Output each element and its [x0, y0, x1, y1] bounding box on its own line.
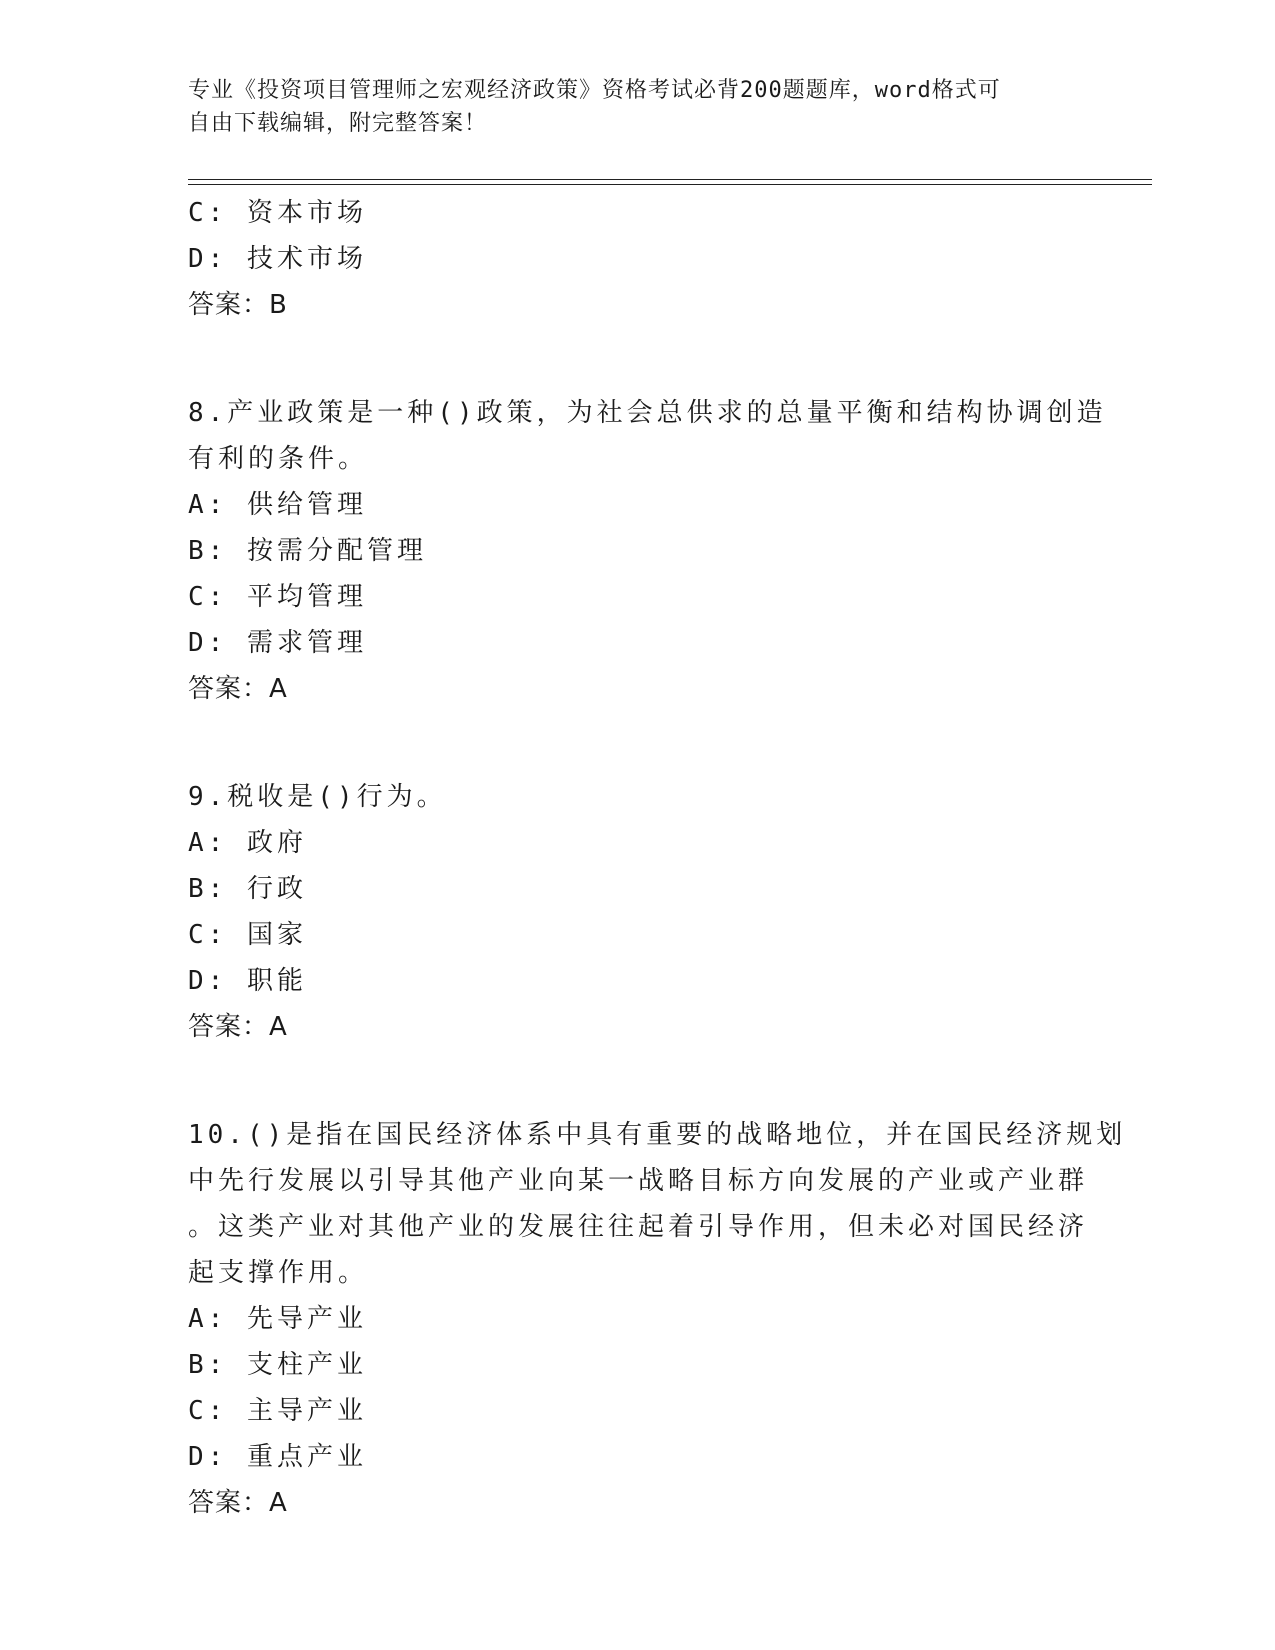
question-text-line: 中先行发展以引导其他产业向某一战略目标方向发展的产业或产业群	[188, 1166, 1089, 1196]
question-text-line: 有利的条件。	[188, 444, 369, 474]
header-divider-top	[188, 179, 1152, 180]
answer: 答案：A	[188, 674, 288, 704]
header-line-1: 专业《投资项目管理师之宏观经济政策》资格考试必背200题题库，word格式可	[188, 78, 1001, 103]
option-d: D: 重点产业	[188, 1442, 367, 1472]
question-text-line: 。这类产业对其他产业的发展往往起着引导作用，但未必对国民经济	[188, 1212, 1089, 1242]
question-7-continuation	[188, 190, 1088, 328]
option-d: D: 需求管理	[188, 628, 367, 658]
option-d: D: 职能	[188, 966, 307, 996]
option-c: C: 主导产业	[188, 1396, 367, 1426]
option-c: C: 资本市场	[188, 198, 367, 228]
option-b: B: 支柱产业	[188, 1350, 367, 1380]
option-b: B: 按需分配管理	[188, 536, 427, 566]
option-a: A: 供给管理	[188, 490, 367, 520]
question-text-line: 10.()是指在国民经济体系中具有重要的战略地位，并在国民经济规划	[188, 1120, 1127, 1150]
document-header	[188, 74, 1088, 140]
option-a: A: 政府	[188, 828, 307, 858]
question-list	[188, 190, 1127, 1526]
option-a: A: 先导产业	[188, 1304, 367, 1334]
header-line-2: 自由下载编辑，附完整答案！	[188, 111, 488, 136]
question-text-line: 8.产业政策是一种()政策，为社会总供求的总量平衡和结构协调创造	[188, 398, 1107, 428]
answer: 答案：B	[188, 290, 288, 320]
option-c: C: 平均管理	[188, 582, 367, 612]
question-text-line: 起支撑作用。	[188, 1258, 369, 1288]
question-8	[188, 390, 1107, 712]
question-text-line: 9.税收是()行为。	[188, 782, 447, 812]
question-9	[188, 774, 1088, 1050]
option-d: D: 技术市场	[188, 244, 367, 274]
option-b: B: 行政	[188, 874, 307, 904]
header-divider-bottom	[188, 184, 1152, 185]
option-c: C: 国家	[188, 920, 307, 950]
answer: 答案：A	[188, 1488, 288, 1518]
answer: 答案：A	[188, 1012, 288, 1042]
question-10	[188, 1112, 1127, 1526]
